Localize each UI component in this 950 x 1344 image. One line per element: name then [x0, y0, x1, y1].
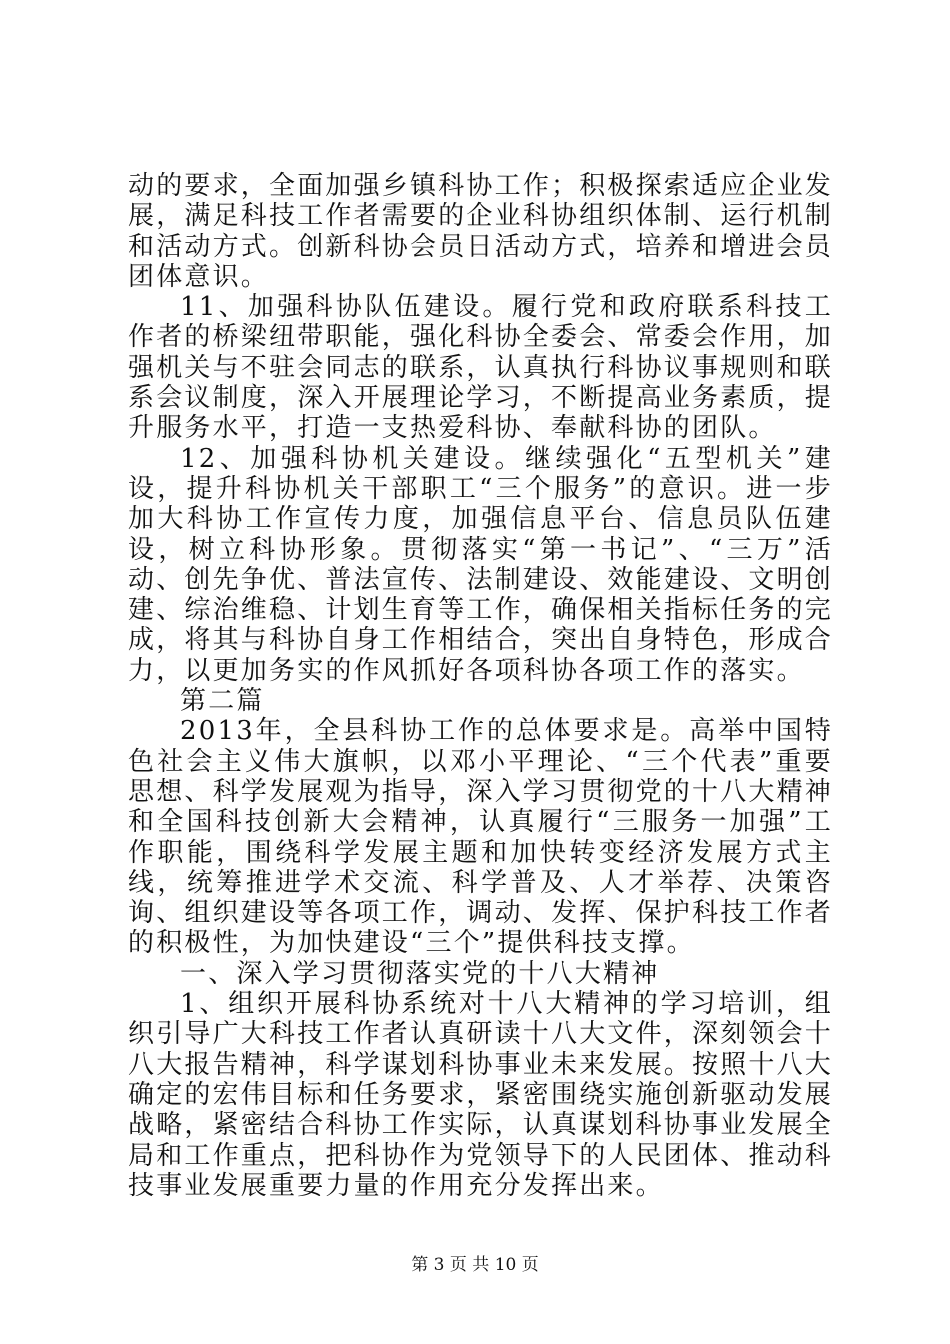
- paragraph-overall-requirements: 2013年，全县科协工作的总体要求是。高举中国特色社会主义伟大旗帜，以邓小平理论、“三个代表”重要思想、科学发展观为指导，深入学习贯彻党的十八大精神和全国科技创新大会精神，认真履行“三服务一加强”工作职能，围绕科学发展主题和加快转变经济发展方式主线，统筹推进学术交流、科学普及、人才举荐、决策咨询、组织建设等各项工作，调动、发挥、保护科技工作者的积极性，为加快建设“三个”提供科技支撑。: [128, 716, 834, 959]
- paragraph-item-12: 12、加强科协机关建设。继续强化“五型机关”建设，提升科协机关干部职工“三个服务”的意识。进一步加大科协工作宣传力度，加强信息平台、信息员队伍建设，树立科协形象。贯彻落实“第一书记”、“三万”活动、创先争优、普法宣传、法制建设、效能建设、文明创建、综治维稳、计划生育等工作，确保相关指标任务的完成，将其与科协自身工作相结合，突出自身特色，形成合力，以更加务实的作风抓好各项科协各项工作的落实。: [128, 443, 834, 686]
- paragraph-continuation: 动的要求，全面加强乡镇科协工作；积极探索适应企业发展，满足科技工作者需要的企业科协组织体制、运行机制和活动方式。创新科协会员日活动方式，培养和增进会员团体意识。: [128, 171, 834, 292]
- document-body: [128, 171, 833, 1201]
- page-number-footer: 第 3 页 共 10 页: [411, 1255, 539, 1275]
- section-heading-one: 一、深入学习贯彻落实党的十八大精神: [180, 958, 660, 989]
- section-heading-part-two: 第二篇: [180, 686, 265, 717]
- paragraph-item-1: 1、组织开展科协系统对十八大精神的学习培训，组织引导广大科技工作者认真研读十八大文件，深刻领会十八大报告精神，科学谋划科协事业未来发展。按照十八大确定的宏伟目标和任务要求，紧密围绕实施创新驱动发展战略，紧密结合科协工作实际，认真谋划科协事业发展全局和工作重点，把科协作为党领导下的人民团体、推动科技事业发展重要力量的作用充分发挥出来。: [128, 989, 834, 1201]
- paragraph-item-11: 11、加强科协队伍建设。履行党和政府联系科技工作者的桥梁纽带职能，强化科协全委会、常委会作用，加强机关与不驻会同志的联系，认真执行科协议事规则和联系会议制度，深入开展理论学习，不断提高业务素质，提升服务水平，打造一支热爱科协、奉献科协的团队。: [128, 292, 834, 444]
